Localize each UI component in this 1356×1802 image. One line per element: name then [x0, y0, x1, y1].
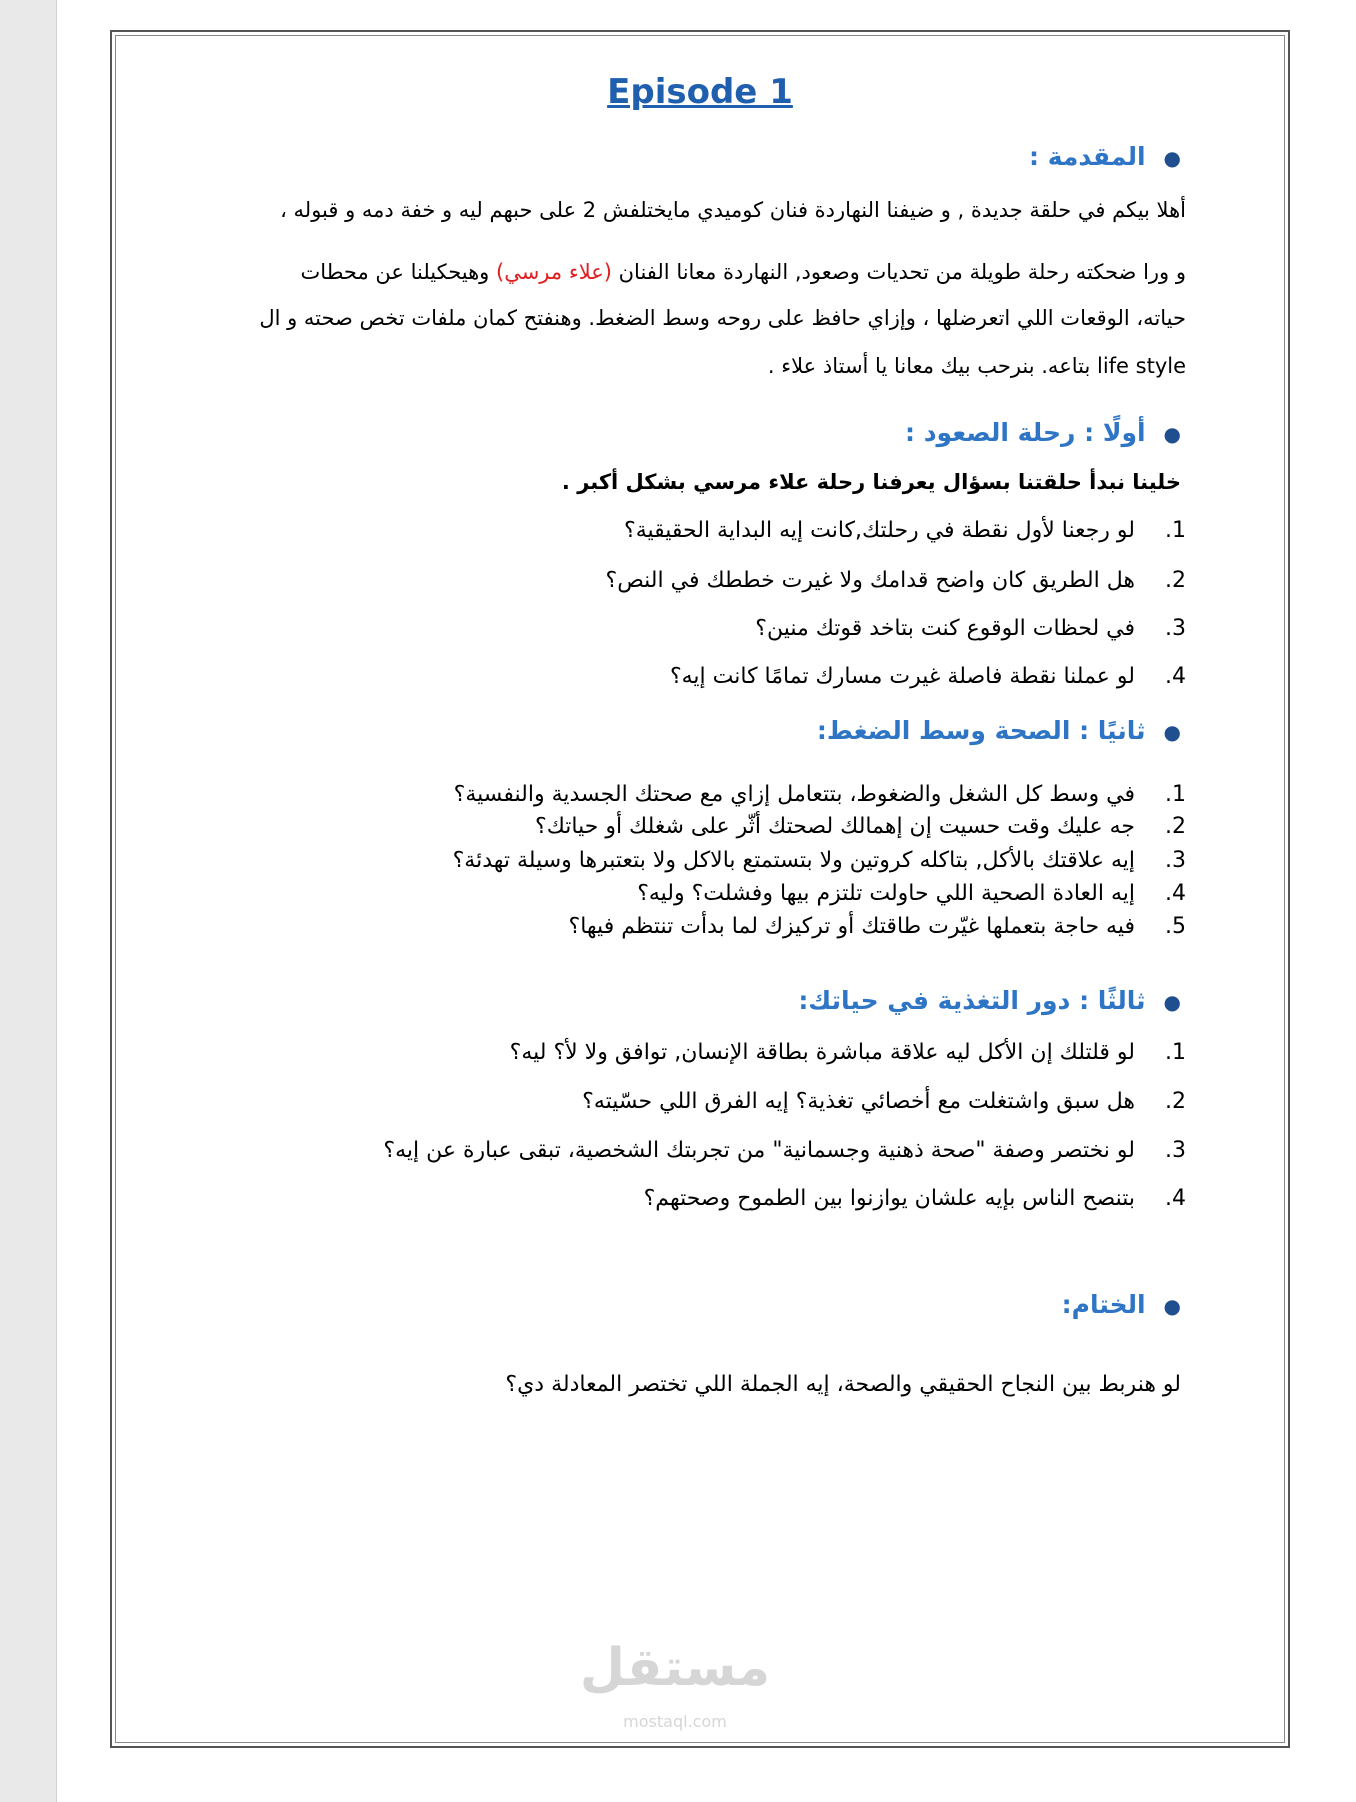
intro-heading: ●المقدمة :	[1029, 142, 1181, 171]
list-item: 1. لو رجعنا لأول نقطة في رحلتك,كانت إيه البداية الحقيقية؟	[624, 518, 1186, 543]
mostaql-watermark-url: mostaql.com	[623, 1712, 727, 1731]
document-margin	[0, 0, 57, 1802]
section1-lead: خلينا نبدأ حلقتنا بسؤال يعرفنا رحلة علاء مرسي بشكل أكبر .	[561, 470, 1181, 494]
guest-name: (علاء مرسي)	[496, 260, 612, 284]
list-item: 3. في لحظات الوقوع كنت بتاخد قوتك منين؟	[755, 616, 1186, 641]
list-item: 3. لو نختصر وصفة "صحة ذهنية وجسمانية" من تجربتك الشخصية، تبقى عبارة عن إيه؟	[383, 1138, 1186, 1163]
bullet-icon: ●	[1163, 146, 1181, 170]
bullet-icon: ●	[1163, 422, 1181, 446]
bullet-icon: ●	[1163, 720, 1181, 744]
list-item: 4. بتنصح الناس بإيه علشان يوازنوا بين الطموح وصحتهم؟	[643, 1186, 1186, 1211]
list-item: 4. إيه العادة الصحية اللي حاولت تلتزم بيها وفشلت؟ وليه؟	[637, 881, 1186, 906]
list-item: 4. لو عملنا نقطة فاصلة غيرت مسارك تمامًا كانت إيه؟	[669, 664, 1186, 689]
list-item: 2. هل سبق واشتغلت مع أخصائي تغذية؟ إيه الفرق اللي حسّيته؟	[582, 1089, 1186, 1114]
bullet-icon: ●	[1163, 990, 1181, 1014]
section3-heading: ●ثالثًا : دور التغذية في حياتك:	[798, 986, 1181, 1015]
intro-line-3: حياته، الوقعات اللي اتعرضلها ، وإزاي حافظ على روحه وسط الضغط. وهنفتح كمان ملفات تخص صحته و ال	[259, 306, 1186, 330]
list-item: 5. فيه حاجة بتعملها غيّرت طاقتك أو تركيزك لما بدأت تنتظم فيها؟	[568, 914, 1186, 939]
list-item: 1. لو قلتلك إن الأكل ليه علاقة مباشرة بطاقة الإنسان, توافق ولا لأ؟ ليه؟	[509, 1040, 1186, 1065]
list-item: 1. في وسط كل الشغل والضغوط، بتتعامل إزاي مع صحتك الجسدية والنفسية؟	[453, 782, 1186, 807]
intro-line-1: أهلا بيكم في حلقة جديدة , و ضيفنا النهاردة فنان كوميدي مايختلفش 2 على حبهم ليه و خفة دمه و قبوله ،	[280, 198, 1186, 222]
closing-heading: ●الختام:	[1061, 1290, 1181, 1319]
intro-line-4: life style بتاعه. بنرحب بيك معانا يا أستاذ علاء .	[767, 354, 1186, 378]
bullet-icon: ●	[1163, 1294, 1181, 1318]
episode-title: Episode 1	[607, 72, 793, 112]
list-item: 2. جه عليك وقت حسيت إن إهمالك لصحتك أثّر على شغلك أو حياتك؟	[535, 814, 1186, 839]
mostaql-watermark-logo: مستقل	[579, 1638, 771, 1698]
list-item: 3. إيه علاقتك بالأكل, بتاكله كروتين ولا بتستمتع بالاكل ولا بتعتبرها وسيلة تهدئة؟	[452, 848, 1186, 873]
section1-heading: ●أولًا : رحلة الصعود :	[905, 418, 1181, 447]
intro-line-2: و ورا ضحكته رحلة طويلة من تحديات وصعود, النهاردة معانا الفنان (علاء مرسي) وهيحكيلنا عن محطات	[300, 260, 1186, 284]
section2-heading: ●ثانيًا : الصحة وسط الضغط:	[816, 716, 1181, 745]
closing-question: لو هنربط بين النجاح الحقيقي والصحة، إيه الجملة اللي تختصر المعادلة دي؟	[505, 1372, 1181, 1397]
list-item: 2. هل الطريق كان واضح قدامك ولا غيرت خططك في النص؟	[605, 568, 1186, 593]
